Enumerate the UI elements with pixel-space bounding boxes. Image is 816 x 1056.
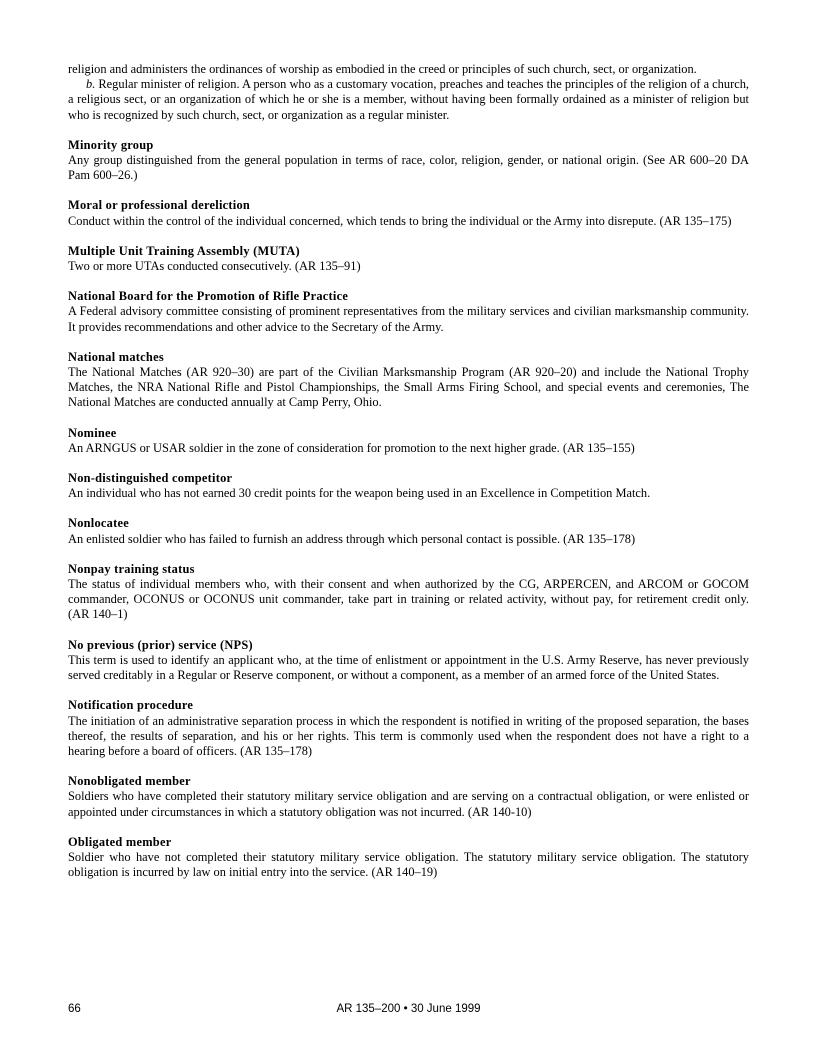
glossary-entry bbox=[68, 638, 749, 684]
glossary-term: Non-distinguished competitor bbox=[68, 471, 233, 486]
glossary-definition: Conduct within the control of the individual concerned, which tends to bring the individual or the Army into disrepute. (AR 135–175) bbox=[68, 213, 732, 228]
glossary-entry bbox=[68, 138, 749, 184]
glossary-entry bbox=[68, 774, 749, 820]
glossary-term: Nominee bbox=[68, 425, 117, 440]
glossary-definition: Two or more UTAs conducted consecutively. (AR 135–91) bbox=[68, 259, 361, 274]
subparagraph-text: Regular minister of religion. A person who as a customary vocation, preaches and teaches the principles of the religion of a church, a religious sect, or an organization of which he or she is a member, without having been formally ordained as a minister of religion but who is recognized by such church, sect, or organization as a regular minister. bbox=[68, 77, 749, 122]
glossary-definition: The status of individual members who, with their consent and when authorized by the CG, ARPERCEN, and ARCOM or GOCOM commander, OCONUS or OCONUS unit commander, take part in training or related activity, without pay, for retirement credit only. (AR 140–1) bbox=[68, 577, 749, 622]
glossary-definition: An enlisted soldier who has failed to furnish an address through which personal contact is possible. (AR 135–178) bbox=[68, 531, 636, 546]
glossary-definition: An ARNGUS or USAR soldier in the zone of consideration for promotion to the next higher grade. (AR 135–155) bbox=[68, 440, 635, 455]
glossary-entry bbox=[68, 350, 749, 411]
glossary-term: Nonpay training status bbox=[68, 561, 195, 576]
glossary-entry bbox=[68, 289, 749, 335]
glossary-entry bbox=[68, 562, 749, 623]
glossary-term: Multiple Unit Training Assembly (MUTA) bbox=[68, 243, 300, 258]
glossary-term: Nonobligated member bbox=[68, 774, 191, 789]
glossary-term: National matches bbox=[68, 349, 164, 364]
glossary-entry bbox=[68, 426, 749, 456]
footer-document-reference: AR 135–200 • 30 June 1999 bbox=[336, 1003, 481, 1015]
page-footer bbox=[68, 1002, 749, 1018]
glossary-term: Notification procedure bbox=[68, 698, 194, 713]
subparagraph-label: b. bbox=[86, 77, 96, 92]
page-number: 66 bbox=[68, 1003, 81, 1015]
glossary-term: No previous (prior) service (NPS) bbox=[68, 637, 253, 652]
glossary-definition: A Federal advisory committee consisting of prominent representatives from the military services and civilian marksmanship community. It provides recommendations and other advice to the Secretary of the Army. bbox=[68, 304, 749, 334]
glossary-entry bbox=[68, 698, 749, 759]
glossary-entry bbox=[68, 835, 749, 881]
glossary-definition: Any group distinguished from the general population in terms of race, color, religion, gender, or national origin. (See AR 600–20 DA Pam 600–26.) bbox=[68, 153, 749, 183]
glossary-entry bbox=[68, 244, 749, 274]
glossary-definition: The initiation of an administrative separation process in which the respondent is notified in writing of the proposed separation, the bases thereof, the results of separation, and his or her rights. This term is commonly used when the respondent does not have a right to a hearing before a board of officers. (AR 135–178) bbox=[68, 713, 749, 758]
subparagraph-b bbox=[68, 77, 749, 123]
glossary-entry bbox=[68, 471, 749, 501]
glossary-term: Obligated member bbox=[68, 834, 172, 849]
glossary-definition: The National Matches (AR 920–30) are part of the Civilian Marksmanship Program (AR 920–20) and include the National Trophy Matches, the NRA National Rifle and Pistol Championships, the Small Arms Firing School, and special events and ceremonies, The National Matches are conducted annually at Camp Perry, Ohio. bbox=[68, 365, 749, 410]
continued-paragraph: religion and administers the ordinances of worship as embodied in the creed or principles of such church, sect, or organization. bbox=[68, 62, 697, 76]
glossary-entry bbox=[68, 198, 749, 228]
glossary-term: Minority group bbox=[68, 137, 154, 152]
glossary-definition: Soldier who have not completed their statutory military service obligation. The statutory military service obligation. The statutory obligation is incurred by law on initial entry into the service. (AR 140–19) bbox=[68, 849, 749, 880]
glossary-definition: Soldiers who have completed their statutory military service obligation and are serving on a contractual obligation, or were enlisted or appointed under circumstances in which a statutory obligation was not incurred. (AR 140-10) bbox=[68, 789, 749, 819]
glossary-term: Nonlocatee bbox=[68, 516, 129, 531]
page-content bbox=[68, 62, 749, 880]
glossary-term: Moral or professional dereliction bbox=[68, 198, 251, 213]
glossary-definition: An individual who has not earned 30 credit points for the weapon being used in an Excellence in Competition Match. bbox=[68, 486, 651, 501]
glossary-entry bbox=[68, 516, 749, 546]
glossary-definition: This term is used to identify an applicant who, at the time of enlistment or appointment in the U.S. Army Reserve, has never previously served creditably in a Regular or Reserve component, or without a component, as a member of an armed force of the United States. bbox=[68, 652, 749, 683]
glossary-term: National Board for the Promotion of Rifle Practice bbox=[68, 289, 349, 304]
